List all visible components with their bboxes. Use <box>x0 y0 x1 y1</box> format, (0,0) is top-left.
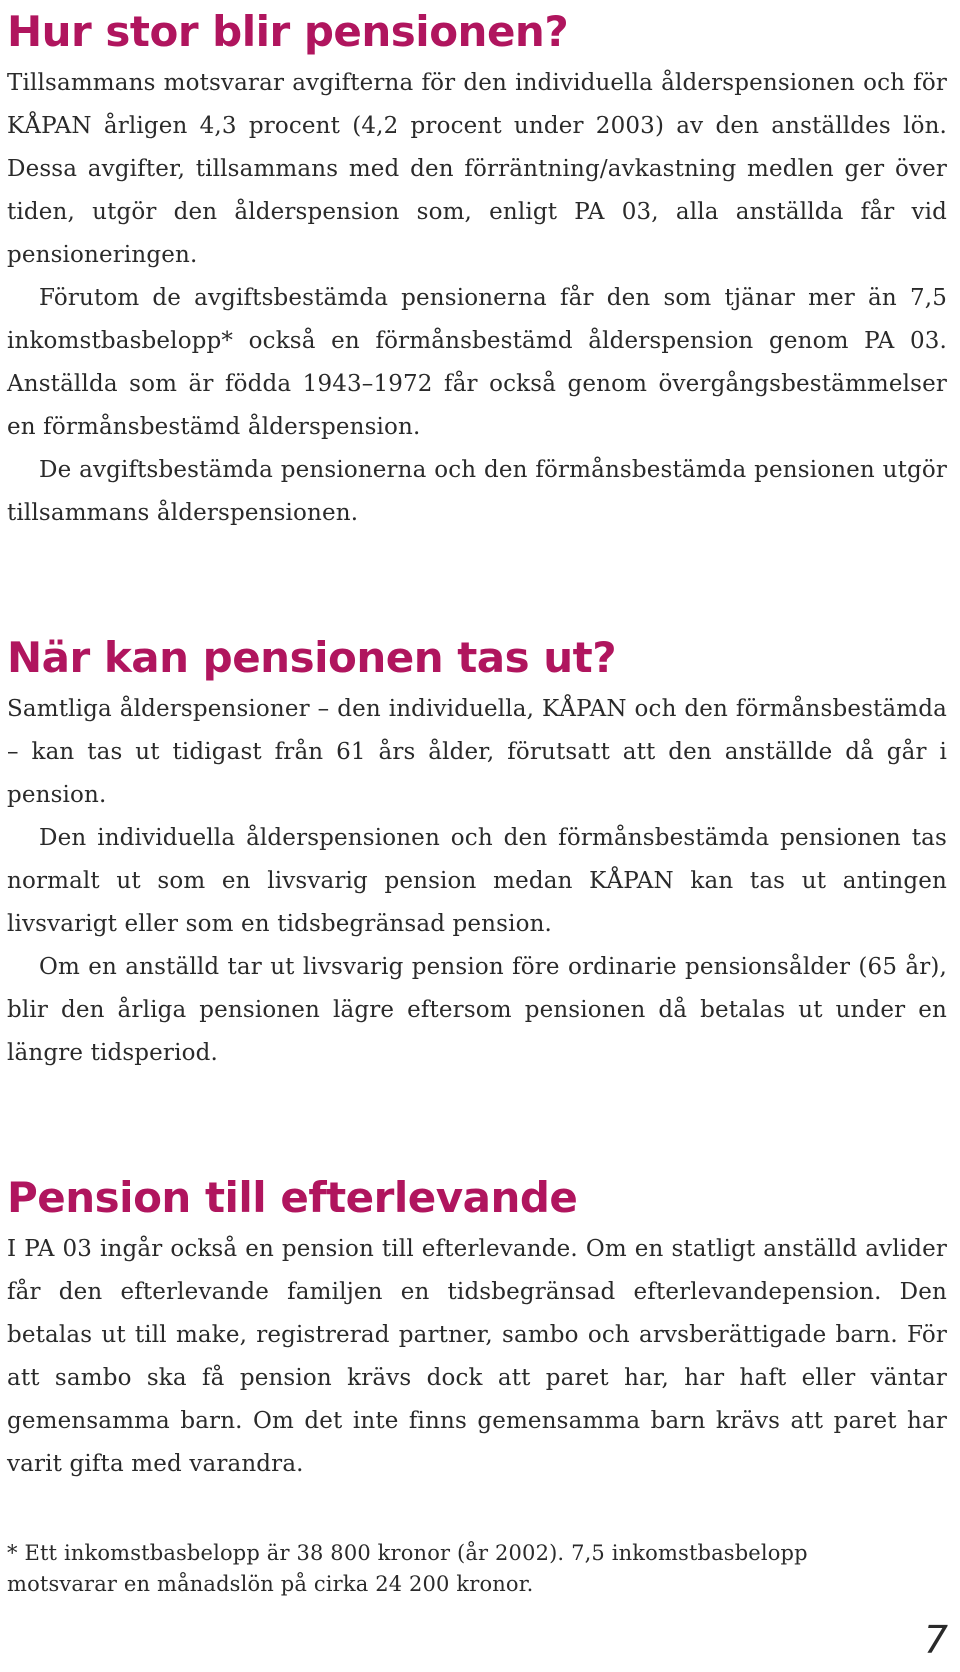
section-heading: Hur stor blir pensionen? <box>7 7 569 56</box>
section-heading: Pension till efterlevande <box>7 1173 578 1222</box>
section-pension-amount <box>7 4 947 535</box>
footnote-text: * Ett inkomstbasbelopp är 38 800 kronor (år 2002). 7,5 inkomstbasbelopp motsvarar en månadslön på cirka 24 200 kronor. <box>7 1541 808 1596</box>
paragraph: Om en anställd tar ut livsvarig pension före ordinarie pensionsålder (65 år), blir den årliga pensionen lägre eftersom pensionen då betalas ut under en längre tidsperiod. <box>7 954 947 1066</box>
paragraph: Samtliga ålderspensioner – den individuella, KÅPAN och den förmånsbestämda – kan tas ut tidigast från 61 års ålder, förutsatt att den anställde då går i pension. <box>7 696 947 808</box>
section-withdrawal-age <box>7 630 947 1075</box>
page-number: 7 <box>923 1618 948 1662</box>
section-survivor-pension <box>7 1170 947 1486</box>
paragraph: Förutom de avgiftsbestämda pensionerna får den som tjänar mer än 7,5 inkomstbasbelopp* också en förmånsbestämd ålderspension genom PA 03. Anställda som är födda 1943–1972 får också genom övergångsbestämmelser en förmånsbestämd ålderspension. <box>7 285 947 440</box>
paragraph: De avgiftsbestämda pensionerna och den förmånsbestämda pensionen utgör tillsammans ålderspensionen. <box>7 457 947 526</box>
footnote <box>7 1538 907 1600</box>
paragraph: I PA 03 ingår också en pension till efterlevande. Om en statligt anställd avlider får den efterlevande familjen en tidsbegränsad efterlevandepension. Den betalas ut till make, registrerad partner, sambo och arvsberättigade barn. För att sambo ska få pension krävs dock att paret har, har haft eller väntar gemensamma barn. Om det inte finns gemensamma barn krävs att paret har varit gifta med varandra. <box>7 1236 947 1477</box>
paragraph: Den individuella ålderspensionen och den förmånsbestämda pensionen tas normalt ut som en livsvarig pension medan KÅPAN kan tas ut antingen livsvarigt eller som en tidsbegränsad pension. <box>7 825 947 937</box>
section-heading: När kan pensionen tas ut? <box>7 633 617 682</box>
paragraph: Tillsammans motsvarar avgifterna för den individuella ålderspensionen och för KÅPAN årligen 4,3 procent (4,2 procent under 2003) av den anställdes lön. Dessa avgifter, tillsammans med den förräntning/avkastning medlen ger över tiden, utgör den ålderspension som, enligt PA 03, alla anställda får vid pensioneringen. <box>7 70 947 268</box>
